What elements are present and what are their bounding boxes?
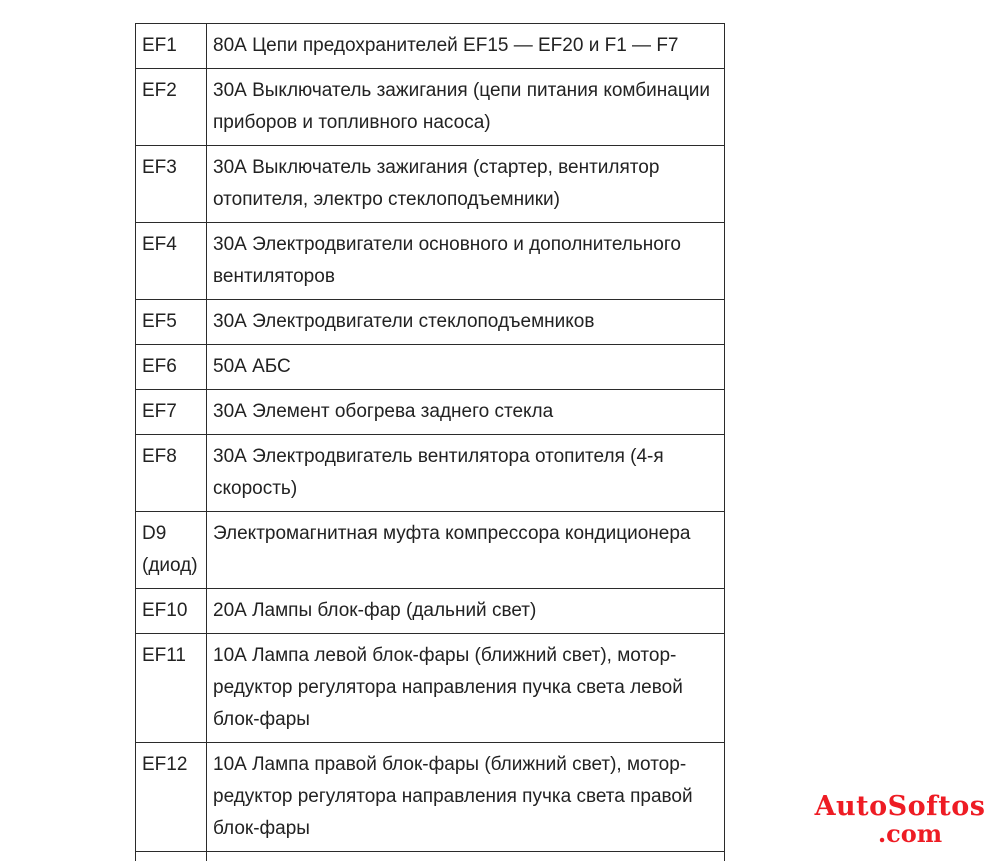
fuse-code [136, 852, 207, 861]
fuse-code: EF6 [136, 345, 207, 390]
fuse-description: Электромагнитная муфта компрессора кондиционера [207, 512, 725, 589]
fuse-code: EF12 [136, 743, 207, 852]
fuse-code: EF3 [136, 146, 207, 223]
fuse-description: 30А Электродвигатель вентилятора отопителя (4-я скорость) [207, 435, 725, 512]
fuse-description: 30А Выключатель зажигания (стартер, вентилятор отопителя, электро стеклоподъемники) [207, 146, 725, 223]
table-row [136, 634, 725, 743]
fuse-description [207, 852, 725, 861]
fuse-code: EF7 [136, 390, 207, 435]
fuse-code: EF8 [136, 435, 207, 512]
fuse-description: 80А Цепи предохранителей EF15 — EF20 и F1 — F7 [207, 24, 725, 69]
table-row [136, 24, 725, 69]
table-row [136, 69, 725, 146]
table-row [136, 743, 725, 852]
fuse-description: 30А Электродвигатели стеклоподъемников [207, 300, 725, 345]
fuse-description: 30А Элемент обогрева заднего стекла [207, 390, 725, 435]
fuse-description: 10А Лампа правой блок-фары (ближний свет), мотор-редуктор регулятора направления пучка света правой блок-фары [207, 743, 725, 852]
fuse-description: 20А Лампы блок-фар (дальний свет) [207, 589, 725, 634]
autosoftos-watermark [800, 793, 1000, 846]
fuse-code: EF4 [136, 223, 207, 300]
table-row [136, 852, 725, 861]
fuse-code: D9 (диод) [136, 512, 207, 589]
fuse-code: EF1 [136, 24, 207, 69]
table-row [136, 390, 725, 435]
table-row [136, 300, 725, 345]
watermark-main-text: AutoSoftos [814, 791, 986, 822]
table-row [136, 589, 725, 634]
table-row [136, 146, 725, 223]
fuse-description: 30А Электродвигатели основного и дополнительного вентиляторов [207, 223, 725, 300]
fuse-code: EF10 [136, 589, 207, 634]
watermark-domain-text: .com [877, 819, 943, 848]
fuse-code: EF5 [136, 300, 207, 345]
table-row [136, 345, 725, 390]
fuse-code: EF2 [136, 69, 207, 146]
fuse-code: EF11 [136, 634, 207, 743]
table-row [136, 512, 725, 589]
fuse-description: 50А АБС [207, 345, 725, 390]
fuse-table [135, 23, 725, 861]
table-row [136, 223, 725, 300]
table-row [136, 435, 725, 512]
fuse-description: 30А Выключатель зажигания (цепи питания комбинации приборов и топливного насоса) [207, 69, 725, 146]
fuse-description: 10А Лампа левой блок-фары (ближний свет), мотор-редуктор регулятора направления пучка света левой блок-фары [207, 634, 725, 743]
